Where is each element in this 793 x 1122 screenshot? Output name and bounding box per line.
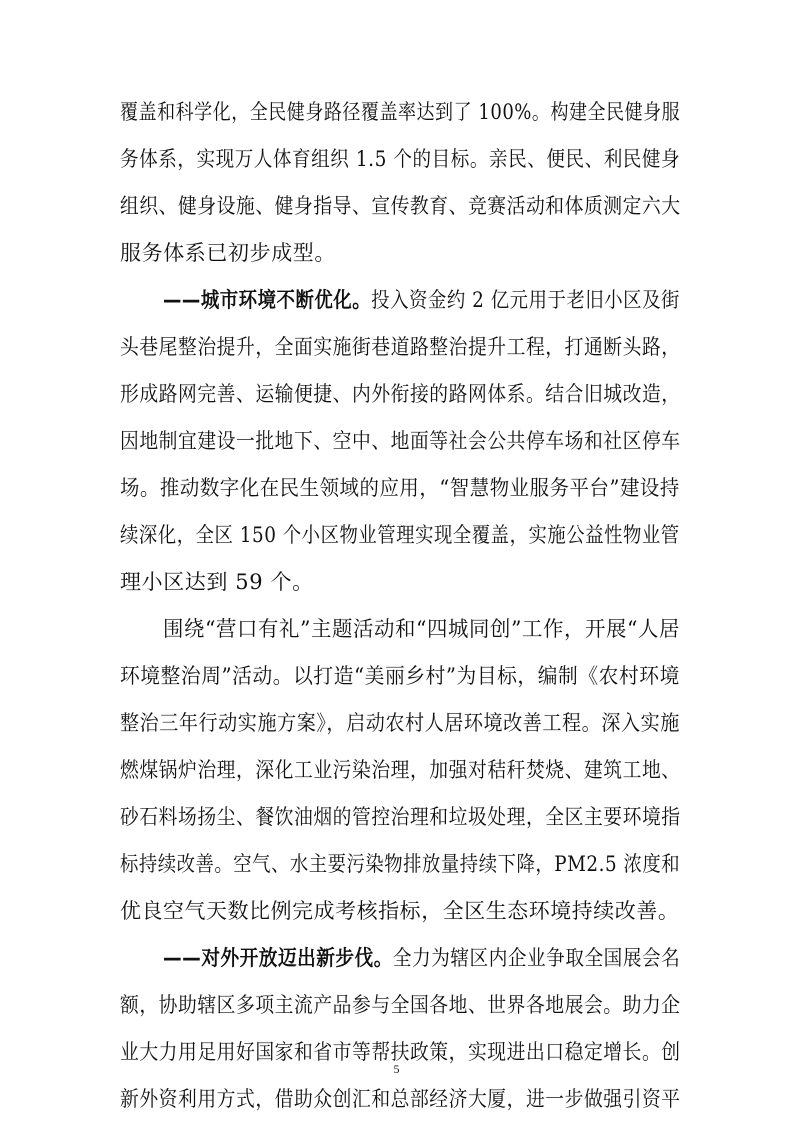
paragraph-line: 优良空气天数比例完成考核指标，全区生态环境持续改善。	[120, 899, 680, 923]
section-heading: ——对外开放迈出新步伐。	[163, 946, 393, 970]
paragraph-line: 燃煤锅炉治理，深化工业污染治理，加强对秸秆焚烧、建筑工地、	[120, 758, 681, 782]
paragraph-line: 环境整治周”活动。以打造“美丽乡村”为目标，编制《农村环境	[120, 664, 680, 688]
paragraph-text: 投入资金约 2 亿元用于老旧小区及街	[371, 288, 680, 312]
paragraph-line: 业大力用足用好国家和省市等帮扶政策，实现进出口稳定增长。创	[120, 1040, 681, 1064]
paragraph-line: 标持续改善。空气、水主要污染物排放量持续下降，PM2.5 浓度和	[120, 852, 681, 876]
paragraph-line: 头巷尾整治提升，全面实施街巷道路整治提升工程，打通断头路，	[120, 335, 681, 359]
paragraph-line: 形成路网完善、运输便捷、内外衔接的路网体系。结合旧城改造，	[120, 382, 681, 406]
paragraph-line: 续深化，全区 150 个小区物业管理实现全覆盖，实施公益性物业管	[120, 523, 680, 547]
section-heading-line	[163, 944, 681, 972]
paragraph-line: 理小区达到 59 个。	[120, 570, 314, 594]
paragraph-line: 务体系，实现万人体育组织 1.5 个的目标。亲民、便民、利民健身	[120, 147, 681, 171]
paragraph-line: 覆盖和科学化，全民健身路径覆盖率达到了 100%。构建全民健身服	[120, 100, 681, 124]
paragraph-line: 新外资利用方式，借助众创汇和总部经济大厦，进一步做强引资平	[120, 1087, 681, 1111]
paragraph-line: 因地制宜建设一批地下、空中、地面等社会公共停车场和社区停车	[120, 429, 681, 453]
paragraph-text: 全力为辖区内企业争取全国展会名	[392, 946, 681, 970]
page-number: 5	[393, 1062, 400, 1076]
section-heading: ——城市环境不断优化。	[163, 288, 372, 312]
paragraph-line: 场。推动数字化在民生领域的应用，“智慧物业服务平台”建设持	[120, 476, 680, 500]
paragraph-line: 砂石料场扬尘、餐饮油烟的管控治理和垃圾处理，全区主要环境指	[120, 805, 681, 829]
paragraph-line: 围绕“营口有礼”主题活动和“四城同创”工作，开展“人居	[163, 617, 680, 641]
paragraph-line: 服务体系已初步成型。	[120, 241, 336, 265]
paragraph-line: 额，协助辖区多项主流产品参与全国各地、世界各地展会。助力企	[120, 993, 681, 1017]
section-heading-line	[163, 286, 680, 314]
paragraph-line: 整治三年行动实施方案》，启动农村人居环境改善工程。深入实施	[120, 711, 680, 735]
paragraph-line: 组织、健身设施、健身指导、宣传教育、竞赛活动和体质测定六大	[120, 194, 681, 218]
